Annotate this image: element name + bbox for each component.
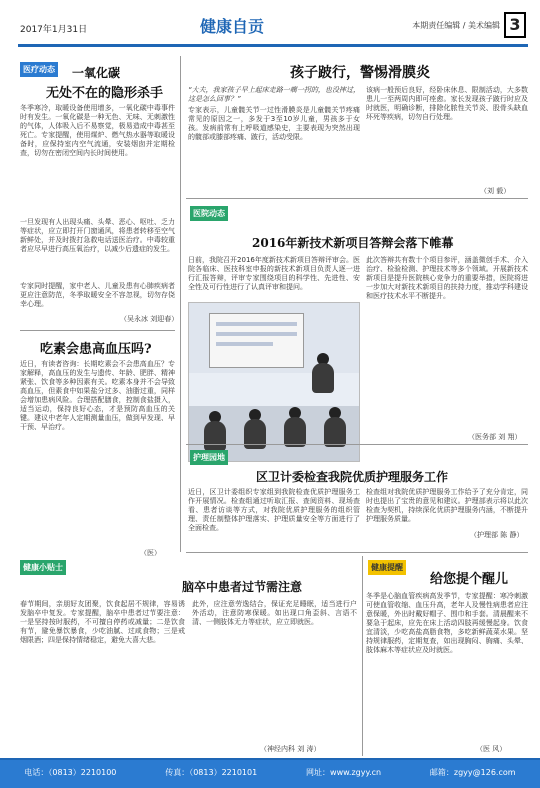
page-number: 3 xyxy=(504,12,526,38)
advice-title: 给您提个醒儿 xyxy=(430,572,509,587)
column-divider xyxy=(180,56,181,552)
co-body-1: 冬季寒冷，取暖设备使用增多，一氧化碳中毒事件时有发生。一氧化碳是一种无色、无味、无刺激性的气体，人体吸入后不易察觉，极易造成中毒甚至死亡。专家提醒，使用煤炉、燃气热水器等取暖设备时，应保持室内空气流通，安装烟囱并定期检查，切勿在密闭空间内长时间使用。 xyxy=(20,104,175,157)
section-tag-newtech: 医院动态 xyxy=(190,206,228,221)
co-title-top: 一氧化碳 xyxy=(72,66,121,80)
co-title-bottom: 无处不在的隐形杀手 xyxy=(46,86,164,101)
stroke-body-2: 此外，应注意劳逸结合，保证充足睡眠，适当进行户外活动，注意防寒保暖。如出现口角歪斜、言语不清、一侧肢体无力等症状，应立即就医。 xyxy=(192,600,357,626)
advice-body: 冬季是心脑血管疾病高发季节，专家提醒：寒冷刺激可使血管收缩、血压升高，老年人及慢性病患者应注意保暖，外出时戴好帽子、围巾和手套。清晨醒来不要急于起床，应先在床上活动四肢再缓慢起身。饮食宜清淡，少吃高盐高脂食物，多吃新鲜蔬菜水果。坚持规律服药，定期复查，如出现胸闷、胸痛、头晕、肢体麻木等症状应及时就医。 xyxy=(366,592,528,654)
section-tag-co: 医疗动态 xyxy=(20,62,58,77)
footer-phone: 电话：（0813）2210100 xyxy=(24,768,117,777)
header-rule xyxy=(18,44,528,47)
synovitis-quote: “大夫，我家孩子早上起床走路一瘸一拐的，也没摔过，这是怎么回事？” xyxy=(188,86,360,103)
newtech-title: 2016年新技术新项目答辩会落下帷幕 xyxy=(252,236,454,250)
advice-signature: （医 风） xyxy=(476,745,507,753)
newtech-signature: （医务部 刘 翔） xyxy=(468,433,522,441)
footer-email[interactable]: 邮箱：zgyy@126.com xyxy=(429,768,516,777)
page-footer xyxy=(0,760,540,788)
bp-signature: （医） xyxy=(140,549,161,557)
footer-fax: 传真：（0813）2210101 xyxy=(165,768,258,777)
nursing-title: 区卫计委检查我院优质护理服务工作 xyxy=(256,470,449,484)
synovitis-signature: （刘 毅） xyxy=(480,187,511,195)
page-header xyxy=(0,0,540,46)
synovitis-body-1: 专家表示，儿童髋关节一过性滑膜炎是儿童髋关节疼痛常见的原因之一，多发于3至10岁儿童，男孩多于女孩。发病前常有上呼吸道感染史，主要表现为突然出现的髋部或膝部疼痛、跛行，活动受限。 xyxy=(188,106,360,141)
newtech-body-2: 此次答辩共有数十个项目参评，涵盖微创手术、介入治疗、检验检测、护理技术等多个领域。开展新技术新项目是提升医院核心竞争力的重要举措，医院将进一步加大对新技术新项目的扶持力度，推动学科建设和医疗技术水平不断提升。 xyxy=(366,256,528,300)
nursing-body-1: 近日，区卫计委组织专家组到我院检查优质护理服务工作开展情况。检查组通过听取汇报、查阅资料、现场查看、患者访谈等方式，对我院优质护理服务的组织管理、责任制整体护理落实、护理质量安全等方面进行了全面检查。 xyxy=(188,488,360,532)
nursing-signature: （护理部 陈 静） xyxy=(470,531,524,539)
synovitis-title: 孩子跛行，警惕滑膜炎 xyxy=(290,65,430,81)
projector-screen xyxy=(209,313,304,368)
section-tag-nursing: 护理园地 xyxy=(190,450,228,465)
divider xyxy=(20,330,175,331)
issue-date: 2017年1月31日 xyxy=(20,25,88,35)
co-body-2: 一旦发现有人出现头痛、头晕、恶心、呕吐、乏力等症状，应立即打开门窗通风，将患者转移至空气新鲜处，并及时拨打急救电话送医治疗。中毒较重者应尽早进行高压氧治疗，以减少后遗症的发生。 xyxy=(20,218,175,253)
section-tag-stroke: 健康小贴士 xyxy=(20,560,66,575)
stroke-signature: （神经内科 刘 涛） xyxy=(260,745,321,753)
stroke-body-1: 春节期间，亲朋好友团聚，饮食起居不规律，容易诱发脑卒中复发。专家提醒，脑卒中患者过节要注意：一是坚持按时服药，不可擅自停药或减量；二是饮食有节，避免暴饮暴食，少吃油腻、过咸食物；三是戒烟限酒；四是保持情绪稳定，避免大喜大悲。 xyxy=(20,600,185,644)
footer-web[interactable]: 网址：www.zgyy.cn xyxy=(306,768,382,777)
divider xyxy=(186,444,528,445)
newtech-body-1: 日前，我院召开2016年度新技术新项目答辩评审会。医院各临床、医技科室申报的新技术新项目负责人逐一进行汇报答辩，评审专家围绕项目的科学性、先进性、安全性及可行性进行了认真评审和提问。 xyxy=(188,256,360,291)
section-tag-advice: 健康提醒 xyxy=(368,560,406,575)
stroke-title: 脑卒中患者过节需注意 xyxy=(182,580,303,594)
meeting-photo xyxy=(188,302,360,462)
section-info: 本期责任编辑 / 美术编辑 xyxy=(412,21,500,30)
divider xyxy=(186,198,528,199)
bp-title: 吃素会患高血压吗? xyxy=(40,342,152,357)
synovitis-body-2: 该病一般预后良好，经卧床休息、限制活动，大多数患儿一至两周内即可痊愈。家长发现孩子跛行时应及时就医，明确诊断，排除化脓性关节炎、股骨头缺血坏死等疾病，切勿自行处理。 xyxy=(366,86,528,121)
co-body-3: 专家同时提醒，家中老人、儿童及患有心肺疾病者更应注意防范，冬季取暖安全不容忽视，切勿存侥幸心理。 xyxy=(20,282,175,308)
newspaper-brand: 健康自贡 xyxy=(200,17,265,36)
bp-body: 近日，有读者咨询：长期吃素会不会患高血压？专家解释，高血压的发生与遗传、年龄、肥胖、精神紧张、饮食等多种因素有关。吃素本身并不会导致高血压，但素食中如果盐分过多、油脂过重，同样会增加患病风险。合理搭配膳食，控制食盐摄入，适当运动，保持良好心态，才是预防高血压的关键。建议中老年人定期测量血压，做到早发现、早干预、早治疗。 xyxy=(20,360,175,431)
divider xyxy=(186,552,528,553)
nursing-body-2: 检查组对我院优质护理服务工作给予了充分肯定，同时也提出了宝贵的意见和建议。护理部表示将以此次检查为契机，持续深化优质护理服务内涵，不断提升护理服务质量。 xyxy=(366,488,528,523)
column-divider xyxy=(362,556,363,756)
co-signature: （吴永冰 刘迎春） xyxy=(120,315,179,323)
